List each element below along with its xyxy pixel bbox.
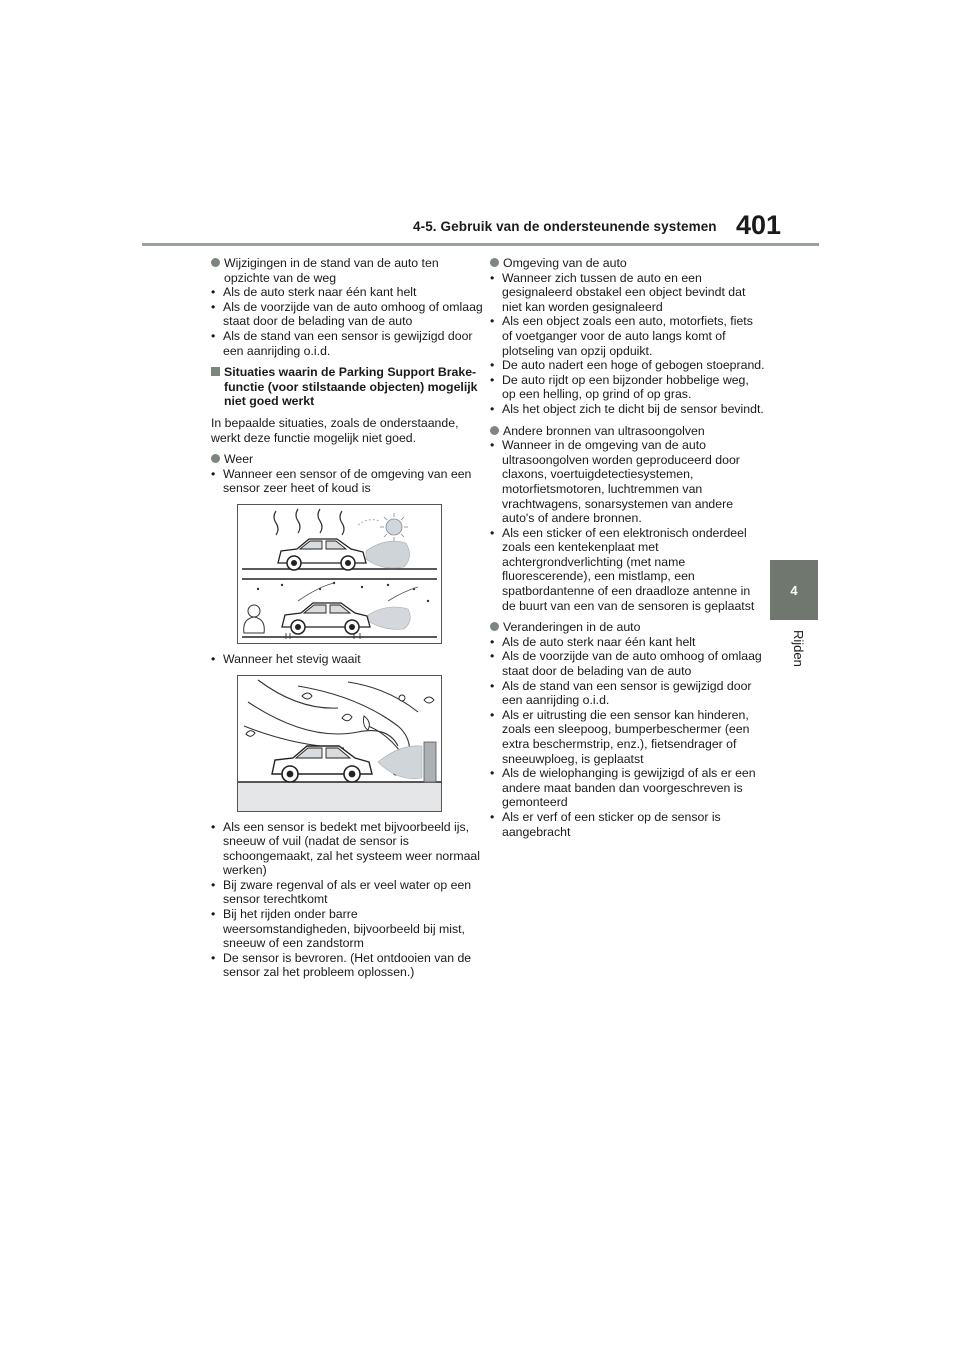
chapter-label: Rijden [791,630,806,667]
list-item: • Wanneer een sensor of de omgeving van een sensor zeer heet of koud is [211,466,472,496]
list-item: • Als het object zich te dicht bij de sensor bevindt. [490,401,764,416]
list-item: • Bij het rijden onder barre weersomstandigheden, bijvoorbeeld bij mist, sneeuw of een zandstorm [211,907,465,951]
page-number: 401 [736,210,782,240]
list-item: • Als er uitrusting die een sensor kan hinderen, zoals een sleepoog, bumperbeschermer (een extra beschermstrip, enz.), fietsendrager of sneeuwploeg, is geplaatst [490,707,750,766]
ultrasonic-sources-group [490,424,765,614]
list-item: • Als de auto sterk naar één kant helt [211,285,417,300]
situations-section [211,365,486,409]
gray-dot-icon [490,258,499,267]
list-item: • Als de stand van een sensor is gewijzigd door een aanrijding o.i.d. [490,678,752,708]
gray-dot-icon [211,258,220,267]
list-item: • Wanneer in de omgeving van de auto ultrasoongolven worden geproduceerd door claxons, voertuigdetectiesystemen, motorfietsmotoren, luchtremmen van vrachtwagens, sonarsystemen van andere auto's of andere bronnen. [490,438,740,526]
gray-dot-icon [211,454,220,463]
left-column [211,256,486,987]
list-item: • Als de stand van een sensor is gewijzigd door een aanrijding o.i.d. [211,328,473,358]
hot-cold-illustration [237,504,442,644]
strong-wind-illustration [237,675,442,812]
group-heading: Omgeving van de auto [503,256,627,270]
header-rule [142,243,819,246]
list-item: • Als een sticker of een elektronisch onderdeel zoals een kentekenplaat met achtergrondverlichting (met name fluorescerende), een mistlamp, een spatbordantenne of een draadloze antenne in de buurt van een van de sensoren is geplaatst [490,525,755,613]
section-title: 4-5. Gebruik van de ondersteunende systemen [413,219,717,234]
list-item: • Als er verf of een sticker op de sensor is aangebracht [490,809,721,839]
gray-dot-icon [490,622,499,631]
group-heading: Veranderingen in de auto [503,620,641,635]
list-item: • Wanneer zich tussen de auto en een gesignaleerd obstakel een object bevindt dat niet kan worden gesignaleerd [490,270,746,314]
chapter-tab [770,560,818,620]
group-heading: Wijzigingen in de stand van de auto ten opzichte van de weg [224,256,439,285]
section-heading: Situaties waarin de Parking Support Brake-functie (voor stilstaande objecten) mogelijk niet goed werkt [224,365,478,409]
list-item: • Wanneer het stevig waait [211,651,361,666]
weather-group [211,452,486,980]
gray-square-icon [211,367,220,376]
list-item: • Als de auto sterk naar één kant helt [490,634,696,649]
list-item: • Als de wielophanging is gewijzigd of als er een andere maat banden dan voorgeschreven is gemonteerd [490,766,756,810]
group-heading: Andere bronnen van ultrasoongolven [503,423,705,438]
list-item: • Bij zware regenval of als er veel water op een sensor terechtkomt [211,877,472,907]
list-item: • De auto nadert een hoge of gebogen stoeprand. [490,358,765,373]
chapter-number: 4 [790,582,798,598]
group-heading: Weer [224,452,254,467]
list-item: • Als de voorzijde van de auto omhoog of omlaag staat door de belading van de auto [490,649,762,679]
right-column [490,256,765,846]
list-item: • Als een object zoals een auto, motorfiets, fiets of voetganger voor de auto langs komt of plotseling van opzij opduikt. [490,314,753,358]
vehicle-angle-group [211,256,486,358]
vehicle-changes-group [490,620,765,839]
list-item: • Als een sensor is bedekt met bijvoorbeeld ijs, sneeuw of vuil (nadat de sensor is schoongemaakt, zal het systeem weer normaal werken) [211,819,480,878]
list-item: • De sensor is bevroren. (Het ontdooien van de sensor zal het probleem oplossen.) [211,950,472,980]
intro-paragraph: In bepaalde situaties, zoals de onderstaande, werkt deze functie mogelijk niet goed. [211,415,459,445]
list-item: • Als de voorzijde van de auto omhoog of omlaag staat door de belading van de auto [211,299,483,329]
surroundings-group [490,256,765,417]
list-item: • De auto rijdt op een bijzonder hobbelige weg, op een helling, op grind of op gras. [490,372,749,402]
gray-dot-icon [490,426,499,435]
